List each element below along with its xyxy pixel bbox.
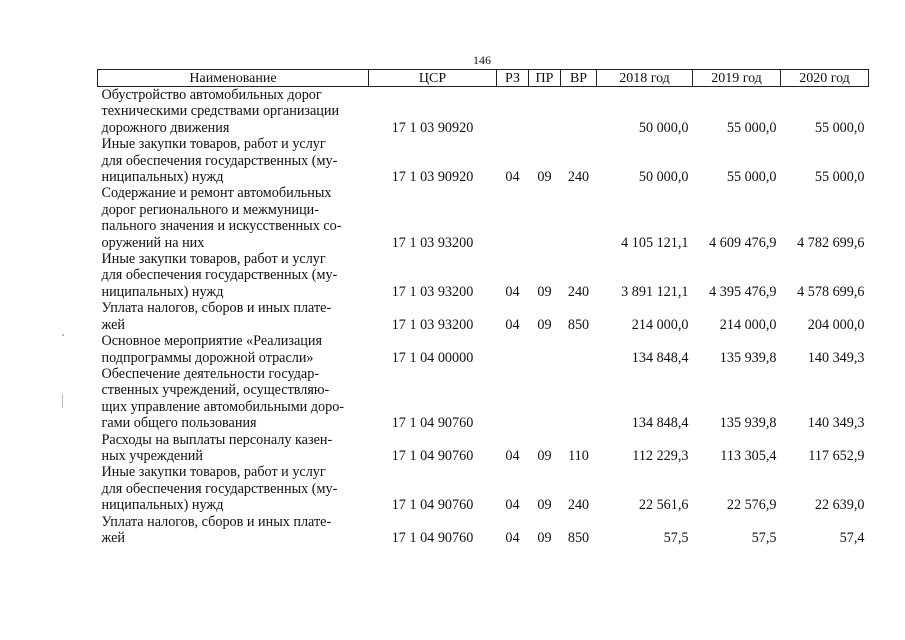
row-2018: 50 000,0 — [638, 169, 689, 186]
row-2020: 140 349,3 — [807, 349, 865, 366]
header-vr: ВР — [561, 70, 597, 87]
table-row — [98, 251, 869, 300]
header-2020: 2020 год — [781, 70, 869, 87]
row-2019: 214 000,0 — [719, 316, 777, 333]
row-name-line: жей — [101, 316, 126, 333]
row-name — [98, 185, 369, 251]
row-name — [98, 432, 369, 465]
table-row — [98, 432, 869, 465]
row-name — [98, 333, 369, 366]
row-2018: 50 000,0 — [638, 119, 689, 136]
row-2020: 140 349,3 — [807, 415, 865, 432]
row-vr: 240 — [567, 497, 590, 514]
row-2019: 55 000,0 — [726, 119, 777, 136]
row-vr: 240 — [567, 283, 590, 300]
row-vr: 850 — [567, 316, 590, 333]
row-2019: 55 000,0 — [726, 169, 777, 186]
row-rz: 04 — [505, 169, 520, 186]
row-name-line: жей — [101, 529, 126, 546]
row-name-line: для обеспечения государственных (му- — [101, 480, 338, 497]
row-name-line: оружений на них — [101, 234, 205, 251]
row-2018: 4 105 121,1 — [621, 234, 689, 251]
header-csr: ЦСР — [369, 70, 497, 87]
row-2018: 134 848,4 — [631, 349, 689, 366]
row-csr: 17 1 04 90760 — [391, 529, 474, 546]
row-csr: 17 1 03 93200 — [391, 316, 474, 333]
row-2019: 135 939,8 — [719, 349, 777, 366]
row-pr: 09 — [537, 497, 552, 514]
row-name-line: дорог регионального и межмуници- — [101, 201, 320, 218]
page-number: 146 — [473, 53, 491, 67]
row-name-line: Основное мероприятие «Реализация — [101, 333, 323, 350]
row-vr: 850 — [567, 529, 590, 546]
row-name — [98, 464, 369, 513]
header-2018: 2018 год — [597, 70, 693, 87]
header-pr: ПР — [529, 70, 561, 87]
row-2020: 117 652,9 — [808, 447, 865, 464]
row-name-line: Иные закупки товаров, работ и услуг — [101, 464, 326, 481]
row-pr: 09 — [537, 447, 552, 464]
row-name-line: для обеспечения государственных (му- — [101, 267, 338, 284]
row-2019: 113 305,4 — [720, 447, 777, 464]
row-name-line: ственных учреждений, осуществляю- — [101, 382, 330, 399]
row-csr: 17 1 04 90760 — [391, 447, 474, 464]
row-name-line: ниципальных) нужд — [101, 497, 224, 514]
row-2020: 55 000,0 — [814, 119, 865, 136]
row-vr — [561, 185, 597, 251]
scan-speck — [62, 394, 63, 408]
scan-speck — [62, 334, 64, 336]
row-pr — [529, 366, 561, 432]
table-row — [98, 136, 869, 185]
row-pr — [529, 87, 561, 137]
row-2020: 4 782 699,6 — [797, 234, 865, 251]
table-row — [98, 333, 869, 366]
row-2018: 112 229,3 — [632, 447, 689, 464]
row-2020: 22 639,0 — [814, 497, 865, 514]
row-pr — [529, 185, 561, 251]
row-vr — [561, 333, 597, 366]
row-name-line: Иные закупки товаров, работ и услуг — [101, 251, 326, 268]
row-csr: 17 1 03 93200 — [391, 283, 474, 300]
row-2020: 57,4 — [839, 529, 865, 546]
row-csr: 17 1 03 90920 — [391, 169, 474, 186]
row-csr: 17 1 04 90760 — [391, 497, 474, 514]
row-name-line: Обустройство автомобильных дорог — [101, 87, 322, 103]
row-csr: 17 1 03 90920 — [391, 119, 474, 136]
row-vr: 240 — [567, 169, 590, 186]
row-pr: 09 — [537, 529, 552, 546]
row-name — [98, 251, 369, 300]
row-2020: 204 000,0 — [807, 316, 865, 333]
row-name-line: Расходы на выплаты персоналу казен- — [101, 431, 333, 448]
header-name: Наименование — [98, 70, 369, 87]
row-2020: 4 578 699,6 — [797, 283, 865, 300]
row-rz: 04 — [505, 497, 520, 514]
row-name-line: техническими средствами организации — [101, 103, 340, 120]
header-2019: 2019 год — [693, 70, 781, 87]
row-pr: 09 — [537, 169, 552, 186]
row-csr: 17 1 03 93200 — [391, 234, 474, 251]
table-row — [98, 366, 869, 432]
row-pr: 09 — [537, 283, 552, 300]
row-name — [98, 514, 369, 547]
row-2019: 22 576,9 — [726, 497, 777, 514]
row-rz — [497, 366, 529, 432]
row-name-line: щих управление автомобильными доро- — [101, 398, 345, 415]
table-row — [98, 300, 869, 333]
table-row — [98, 464, 869, 513]
row-name-line: ниципальных) нужд — [101, 283, 224, 300]
row-name-line: ниципальных) нужд — [101, 169, 224, 186]
table-row — [98, 87, 869, 137]
row-name-line: Обеспечение деятельности государ- — [101, 365, 320, 382]
row-rz — [497, 185, 529, 251]
row-2019: 135 939,8 — [719, 415, 777, 432]
row-2018: 214 000,0 — [631, 316, 689, 333]
row-name-line: пального значения и искусственных со- — [101, 218, 342, 235]
row-2018: 57,5 — [663, 529, 689, 546]
row-rz: 04 — [505, 283, 520, 300]
row-2020: 55 000,0 — [814, 169, 865, 186]
row-name-line: дорожного движения — [101, 119, 230, 136]
row-rz — [497, 87, 529, 137]
row-vr — [561, 366, 597, 432]
row-2018: 22 561,6 — [638, 497, 689, 514]
row-name-line: ных учреждений — [101, 447, 203, 464]
row-name-line: Уплата налогов, сборов и иных плате- — [101, 513, 332, 530]
table-header-row — [98, 70, 869, 87]
row-name-line: подпрограммы дорожной отрасли» — [101, 349, 314, 366]
row-2019: 57,5 — [751, 529, 777, 546]
row-2018: 134 848,4 — [631, 415, 689, 432]
budget-table — [97, 69, 869, 546]
row-name-line: гами общего пользования — [101, 415, 257, 432]
row-csr: 17 1 04 90760 — [391, 415, 474, 432]
row-rz: 04 — [505, 529, 520, 546]
row-name — [98, 136, 369, 185]
row-name — [98, 300, 369, 333]
header-rz: РЗ — [497, 70, 529, 87]
row-name-line: для обеспечения государственных (му- — [101, 152, 338, 169]
table-row — [98, 514, 869, 547]
row-rz: 04 — [505, 316, 520, 333]
row-csr: 17 1 04 00000 — [391, 349, 474, 366]
row-vr — [561, 87, 597, 137]
row-name — [98, 366, 369, 432]
row-name-line: Уплата налогов, сборов и иных плате- — [101, 300, 332, 317]
row-vr: 110 — [568, 447, 589, 464]
row-name-line: Содержание и ремонт автомобильных — [101, 185, 332, 202]
row-pr — [529, 333, 561, 366]
row-pr: 09 — [537, 316, 552, 333]
table-row — [98, 185, 869, 251]
row-rz — [497, 333, 529, 366]
row-2019: 4 395 476,9 — [709, 283, 777, 300]
table-body — [98, 87, 869, 547]
row-2019: 4 609 476,9 — [709, 234, 777, 251]
row-rz: 04 — [505, 447, 520, 464]
row-name — [98, 87, 369, 137]
row-name-line: Иные закупки товаров, работ и услуг — [101, 136, 326, 153]
row-2018: 3 891 121,1 — [621, 283, 689, 300]
